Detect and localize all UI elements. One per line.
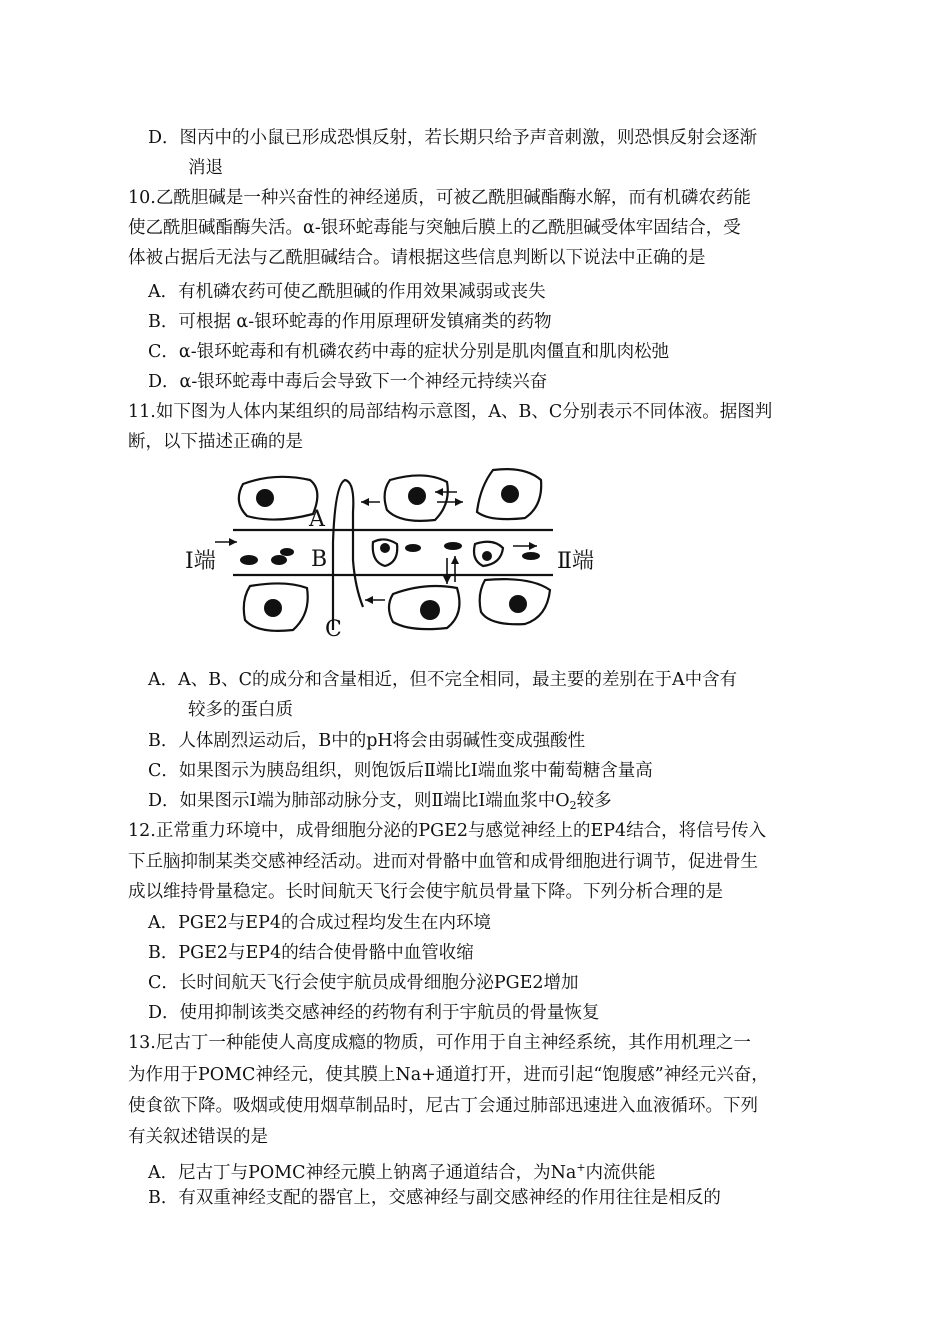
q10-stem: 10.乙酰胆碱是一种兴奋性的神经递质，可被乙酰胆碱酯酶水解，而有机磷农药能 (128, 188, 751, 208)
q11-option-d-text: D．如果图示Ⅰ端为肺部动脉分支，则Ⅱ端比Ⅰ端血浆中O (148, 791, 570, 811)
q9-option-d-cont: 消退 (188, 158, 223, 178)
q13-option-a-superscript: + (576, 1161, 586, 1174)
q11-stem: 11.如下图为人体内某组织的局部结构示意图，A、B、C分别表示不同体液。据图判 (128, 402, 773, 422)
tissue-cell-upper-left (239, 477, 318, 520)
q13-option-a (148, 1156, 656, 1185)
q11-option-d (148, 789, 612, 818)
q13-stem-line2: 为作用于POMC神经元，使其膜上Na+通道打开，进而引起“饱腹感”神经元兴奋， (128, 1065, 769, 1085)
label-end-2: Ⅱ端 (557, 549, 594, 574)
q13-option-a-text: A．尼古丁与POMC神经元膜上钠离子通道结合，为Na (148, 1163, 577, 1183)
q11-option-b: B．人体剧烈运动后，B中的pH将会由弱碱性变成强酸性 (148, 731, 586, 751)
q11-stem-line2: 断，以下描述正确的是 (128, 432, 303, 452)
q13-option-a-end: 内流供能 (585, 1163, 656, 1183)
tissue-diagram (185, 462, 625, 642)
label-b: B (311, 547, 328, 572)
q10-option-d: D．α-银环蛇毒中毒后会导致下一个神经元持续兴奋 (148, 372, 548, 392)
q13-option-b: B．有双重神经支配的器官上，交感神经与副交感神经的作用往往是相反的 (148, 1188, 721, 1208)
q12-stem-line3: 成以维持骨量稳定。长时间航天飞行会使宇航员骨量下降。下列分析合理的是 (128, 882, 723, 902)
q12-option-a: A．PGE2与EP4的合成过程均发生在内环境 (148, 913, 491, 933)
q13-stem-line3: 使食欲下降。吸烟或使用烟草制品时，尼古丁会通过肺部迅速进入血液循环。下列 (128, 1096, 758, 1116)
q10-stem-line2: 使乙酰胆碱酯酶失活。α-银环蛇毒能与突触后膜上的乙酰胆碱受体牢固结合，受 (128, 218, 741, 238)
lymphatic-vessel (333, 480, 363, 630)
q11-option-d-end: 较多 (576, 791, 612, 811)
q12-option-c: C．长时间航天飞行会使宇航员成骨细胞分泌PGE2增加 (148, 973, 579, 993)
label-c: C (325, 617, 342, 642)
label-end-1: Ⅰ端 (185, 549, 216, 574)
q12-option-d: D．使用抑制该类交感神经的药物有利于宇航员的骨量恢复 (148, 1003, 600, 1023)
q11-option-a: A．A、B、C的成分和含量相近，但不完全相同，最主要的差别在于A中含有 (148, 670, 738, 690)
q10-option-c: C．α-银环蛇毒和有机磷农药中毒的症状分别是肌肉僵直和肌肉松弛 (148, 342, 670, 362)
q11-option-a-cont: 较多的蛋白质 (188, 700, 293, 720)
q13-stem: 13.尼古丁一种能使人高度成瘾的物质，可作用于自主神经系统，其作用机理之一 (128, 1033, 751, 1053)
q11-option-c: C．如果图示为胰岛组织，则饱饭后Ⅱ端比Ⅰ端血浆中葡萄糖含量高 (148, 761, 653, 781)
q10-option-b: B．可根据 α-银环蛇毒的作用原理研发镇痛类的药物 (148, 312, 552, 332)
q12-option-b: B．PGE2与EP4的结合使骨骼中血管收缩 (148, 943, 474, 963)
q10-option-a: A．有机磷农药可使乙酰胆碱的作用效果减弱或丧失 (148, 282, 546, 302)
q12-stem: 12.正常重力环境中，成骨细胞分泌的PGE2与感觉神经上的EP4结合，将信号传入 (128, 821, 767, 841)
q13-stem-line4: 有关叙述错误的是 (128, 1127, 268, 1147)
q9-option-d: D．图丙中的小鼠已形成恐惧反射，若长期只给予声音刺激，则恐惧反射会逐渐 (148, 128, 758, 148)
q11-option-d-subscript: 2 (569, 799, 577, 812)
q10-stem-line3: 体被占据后无法与乙酰胆碱结合。请根据这些信息判断以下说法中正确的是 (128, 248, 706, 268)
q12-stem-line2: 下丘脑抑制某类交感神经活动。进而对骨骼中血管和成骨细胞进行调节，促进骨生 (128, 852, 758, 872)
label-a: A (309, 507, 325, 532)
